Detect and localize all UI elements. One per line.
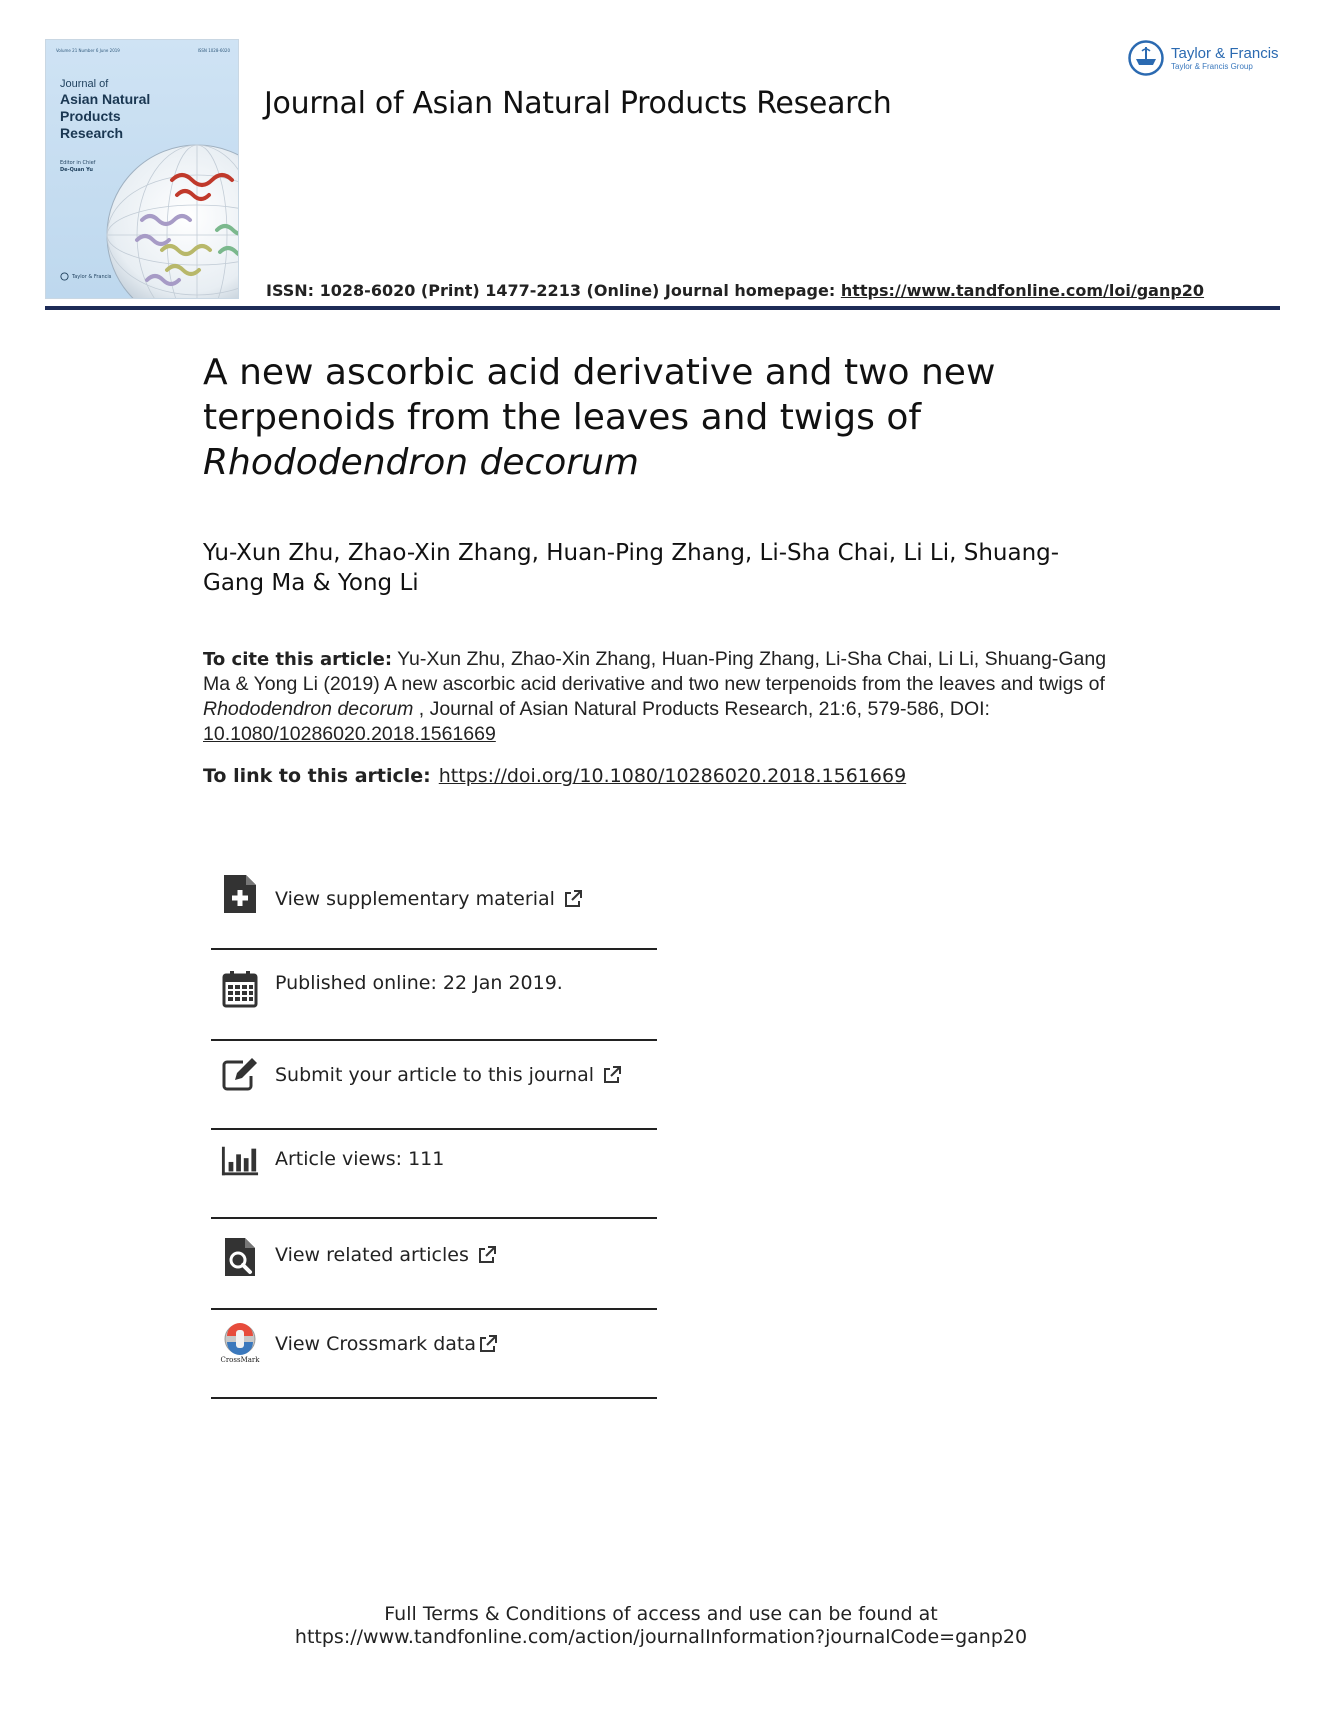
submit-article-link[interactable] xyxy=(275,1064,622,1086)
citation-species: Rhododendron decorum xyxy=(203,698,414,720)
cover-volume-line xyxy=(56,48,230,53)
article-link-label: To link to this article: xyxy=(203,765,431,787)
supplementary-material-label: View supplementary material xyxy=(275,888,555,910)
citation-text-1: Yu-Xun Zhu, Zhao-Xin Zhang, Huan-Ping Zhang, Li-Sha Chai, Li Li, Shuang-Gang Ma & Yong Li (2019) A new ascorbic acid derivative and two new terpenoids from the leaves and twigs of xyxy=(203,648,1107,695)
edit-icon xyxy=(221,1052,259,1096)
article-views-label: Article views: 111 xyxy=(275,1148,445,1170)
bar-chart-icon xyxy=(221,1139,259,1183)
supplementary-material-link[interactable] xyxy=(275,888,583,910)
supplementary-material-item[interactable] xyxy=(211,862,657,950)
article-info-list xyxy=(211,862,657,1399)
cover-title: Asian Natural Products Research xyxy=(60,91,151,141)
external-link-icon xyxy=(477,1245,497,1265)
cover-publisher-logo xyxy=(60,272,111,281)
cover-title-prefix: Journal of xyxy=(60,78,109,90)
article-title xyxy=(203,350,1123,485)
related-articles-item[interactable] xyxy=(211,1219,657,1310)
journal-homepage-link[interactable]: https://www.tandfonline.com/loi/ganp20 xyxy=(840,281,1205,300)
cover-editor-name: De-Quan Yu xyxy=(60,167,93,173)
publisher-wordmark xyxy=(1171,46,1279,71)
related-articles-label: View related articles xyxy=(275,1244,469,1266)
article-link-line xyxy=(203,765,906,787)
issn-text: ISSN: 1028-6020 (Print) 1477-2213 (Online) Journal homepage: xyxy=(266,281,841,300)
crossmark-badge-label: CrossMark xyxy=(220,1356,260,1364)
article-authors: Yu-Xun Zhu, Zhao-Xin Zhang, Huan-Ping Zhang, Li-Sha Chai, Li Li, Shuang-Gang Ma & Yong Li xyxy=(203,540,1060,596)
journal-cover-image xyxy=(45,39,239,299)
article-doi-url-link[interactable]: https://doi.org/10.1080/10286020.2018.1561669 xyxy=(438,765,907,787)
cover-editor xyxy=(60,160,95,174)
journal-title: Journal of Asian Natural Products Research xyxy=(264,86,892,121)
published-online-label: Published online: 22 Jan 2019. xyxy=(275,972,563,994)
crossmark-label: View Crossmark data xyxy=(275,1333,477,1355)
search-document-icon xyxy=(221,1235,259,1279)
crossmark-link[interactable] xyxy=(275,1333,498,1355)
article-title-species: Rhododendron decorum xyxy=(203,442,639,483)
file-plus-icon xyxy=(221,872,259,916)
external-link-icon xyxy=(563,889,583,909)
issn-line xyxy=(266,281,1204,300)
publisher-group: Taylor & Francis Group xyxy=(1171,61,1253,71)
cover-editor-label: Editor in Chief xyxy=(60,160,96,166)
cover-volume: Volume 21 Number 6 June 2019 xyxy=(56,48,120,53)
footer-terms-url[interactable]: https://www.tandfonline.com/action/journalInformation?journalCode=ganp20 xyxy=(294,1626,1028,1648)
external-link-icon xyxy=(478,1334,498,1354)
calendar-icon xyxy=(221,967,259,1011)
citation-label: To cite this article: xyxy=(203,649,393,670)
crossmark-item[interactable] xyxy=(211,1310,657,1399)
cover-issn: ISSN 1028-6020 xyxy=(197,48,230,53)
footer-terms xyxy=(0,1603,1322,1649)
cover-publisher-name: Taylor & Francis xyxy=(72,273,112,280)
publisher-logo[interactable] xyxy=(1127,39,1279,77)
external-link-icon xyxy=(602,1065,622,1085)
citation-doi-link[interactable]: 10.1080/10286020.2018.1561669 xyxy=(203,723,496,745)
submit-article-item[interactable] xyxy=(211,1041,657,1130)
article-title-main: A new ascorbic acid derivative and two new terpenoids from the leaves and twigs of xyxy=(203,352,996,438)
publisher-name: Taylor & Francis xyxy=(1171,44,1279,62)
taylor-francis-icon xyxy=(1127,39,1165,77)
cover-globe-illustration xyxy=(102,140,239,299)
crossmark-icon xyxy=(221,1321,259,1365)
related-articles-link[interactable] xyxy=(275,1244,497,1266)
citation-text-2: , Journal of Asian Natural Products Research, 21:6, 579-586, DOI: xyxy=(413,698,990,720)
citation-block xyxy=(203,647,1128,747)
submit-article-label: Submit your article to this journal xyxy=(275,1064,595,1086)
article-views-item xyxy=(211,1130,657,1219)
header-divider xyxy=(45,306,1280,310)
footer-terms-line1: Full Terms & Conditions of access and use can be found at xyxy=(384,1603,938,1625)
cover-publisher-icon xyxy=(60,272,69,281)
published-online-item xyxy=(211,950,657,1041)
